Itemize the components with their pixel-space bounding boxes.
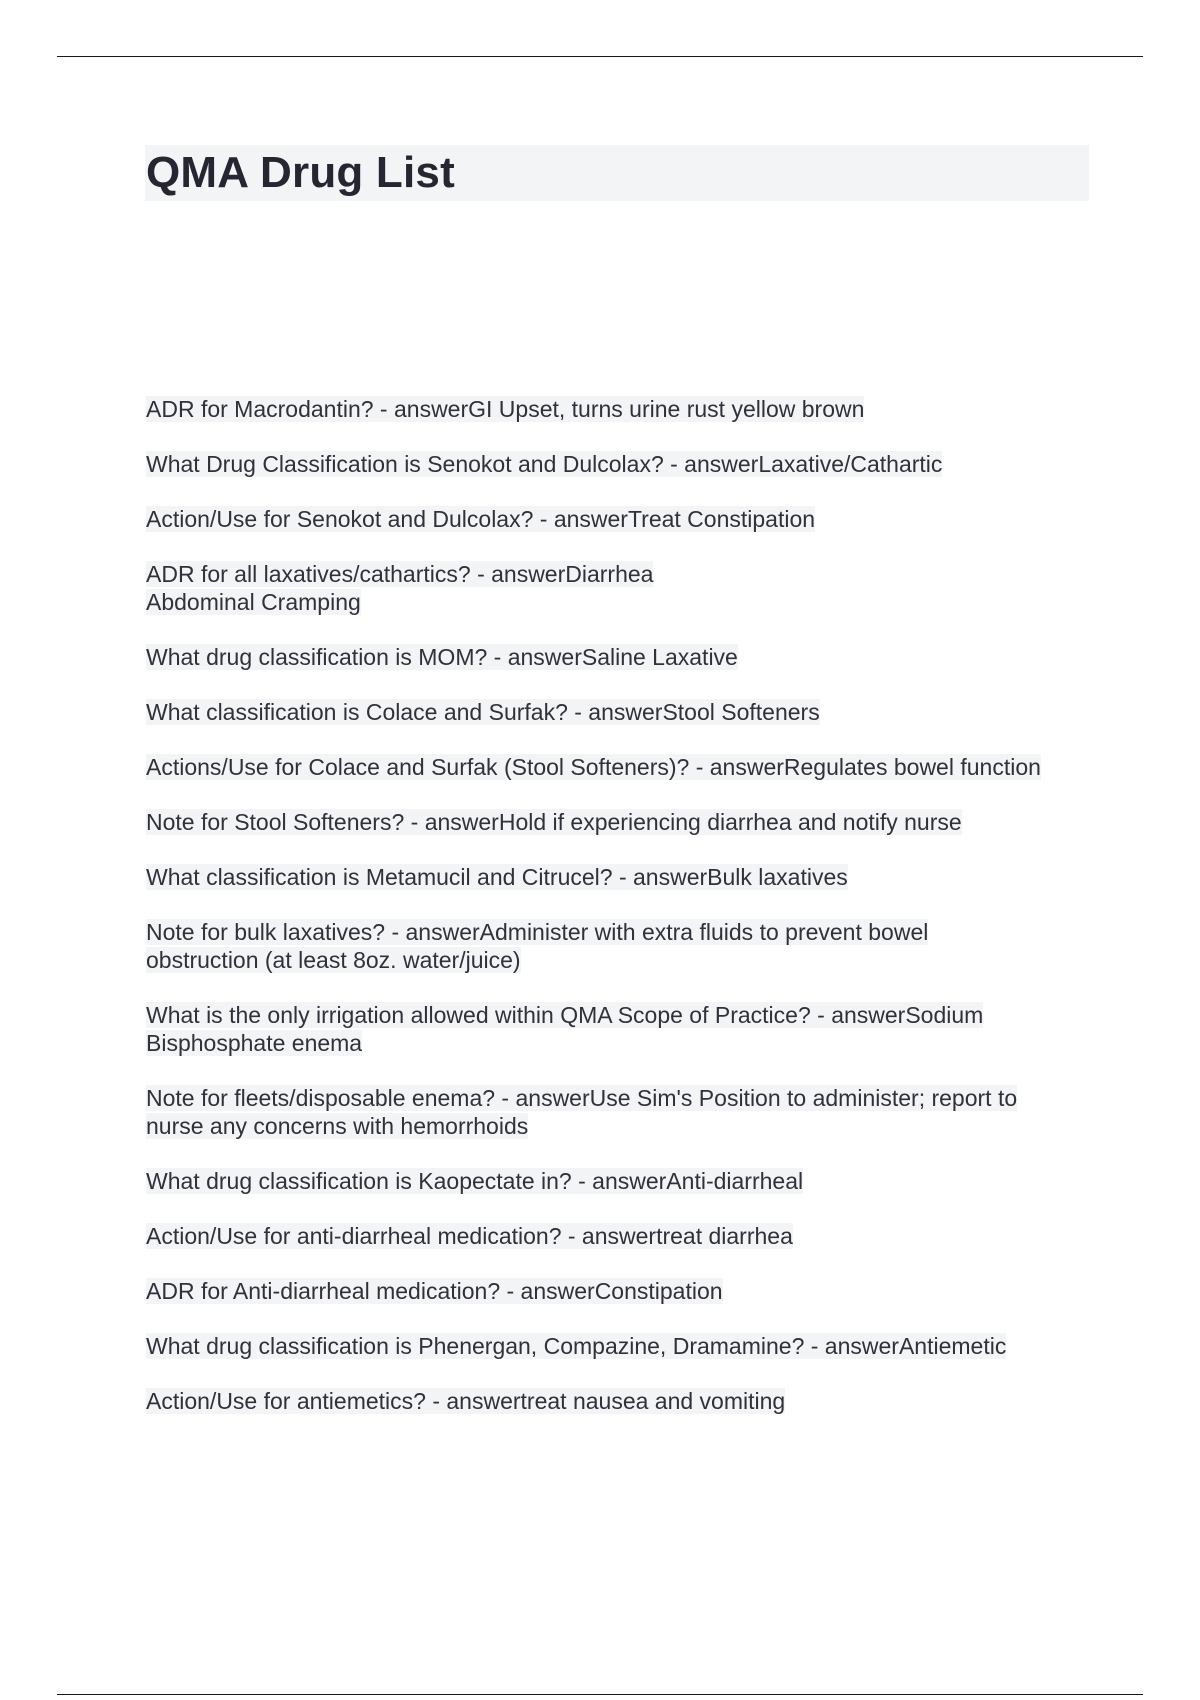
qa-line: What drug classification is Phenergan, Compazine, Dramamine? - answerAntiemetic <box>146 1333 1007 1359</box>
qa-list <box>146 395 1106 1442</box>
qa-item <box>146 505 1106 533</box>
qa-line: nurse any concerns with hemorrhoids <box>146 1113 529 1139</box>
qa-item <box>146 1084 1106 1140</box>
qa-item <box>146 863 1106 891</box>
qa-line: What drug classification is MOM? - answerSaline Laxative <box>146 644 738 670</box>
qa-line: Note for bulk laxatives? - answerAdminister with extra fluids to prevent bowel <box>146 919 929 945</box>
qa-item <box>146 1222 1106 1250</box>
qa-line: What classification is Colace and Surfak? - answerStool Softeners <box>146 699 820 725</box>
qa-item <box>146 698 1106 726</box>
qa-line: Bisphosphate enema <box>146 1030 363 1056</box>
qa-line: What classification is Metamucil and Citrucel? - answerBulk laxatives <box>146 864 848 890</box>
qa-item <box>146 450 1106 478</box>
qa-item <box>146 1387 1106 1415</box>
qa-item <box>146 643 1106 671</box>
qa-item <box>146 560 1106 616</box>
top-rule <box>57 56 1143 57</box>
qa-line: Action/Use for Senokot and Dulcolax? - answerTreat Constipation <box>146 506 816 532</box>
qa-line: ADR for all laxatives/cathartics? - answerDiarrhea <box>146 561 654 587</box>
qa-line: obstruction (at least 8oz. water/juice) <box>146 947 521 973</box>
qa-line: What Drug Classification is Senokot and Dulcolax? - answerLaxative/Cathartic <box>146 451 943 477</box>
qa-line: Note for fleets/disposable enema? - answerUse Sim's Position to administer; report to <box>146 1085 1018 1111</box>
qa-item <box>146 1167 1106 1195</box>
qa-line: What drug classification is Kaopectate in? - answerAnti-diarrheal <box>146 1168 804 1194</box>
qa-line: Abdominal Cramping <box>146 589 361 615</box>
qa-item <box>146 808 1106 836</box>
qa-item <box>146 395 1106 423</box>
qa-line: Actions/Use for Colace and Surfak (Stool Softeners)? - answerRegulates bowel function <box>146 754 1041 780</box>
qa-item <box>146 918 1106 974</box>
page-title: QMA Drug List <box>146 148 455 197</box>
qa-line: Action/Use for antiemetics? - answertreat nausea and vomiting <box>146 1388 786 1414</box>
qa-line: Note for Stool Softeners? - answerHold if experiencing diarrhea and notify nurse <box>146 809 962 835</box>
qa-item <box>146 1277 1106 1305</box>
qa-line: Action/Use for anti-diarrheal medication? - answertreat diarrhea <box>146 1223 793 1249</box>
qa-item <box>146 753 1106 781</box>
qa-line: What is the only irrigation allowed within QMA Scope of Practice? - answerSodium <box>146 1002 984 1028</box>
qa-line: ADR for Macrodantin? - answerGI Upset, turns urine rust yellow brown <box>146 396 865 422</box>
qa-item <box>146 1001 1106 1057</box>
qa-item <box>146 1332 1106 1360</box>
qa-line: ADR for Anti-diarrheal medication? - answerConstipation <box>146 1278 723 1304</box>
bottom-rule <box>57 1694 1143 1695</box>
